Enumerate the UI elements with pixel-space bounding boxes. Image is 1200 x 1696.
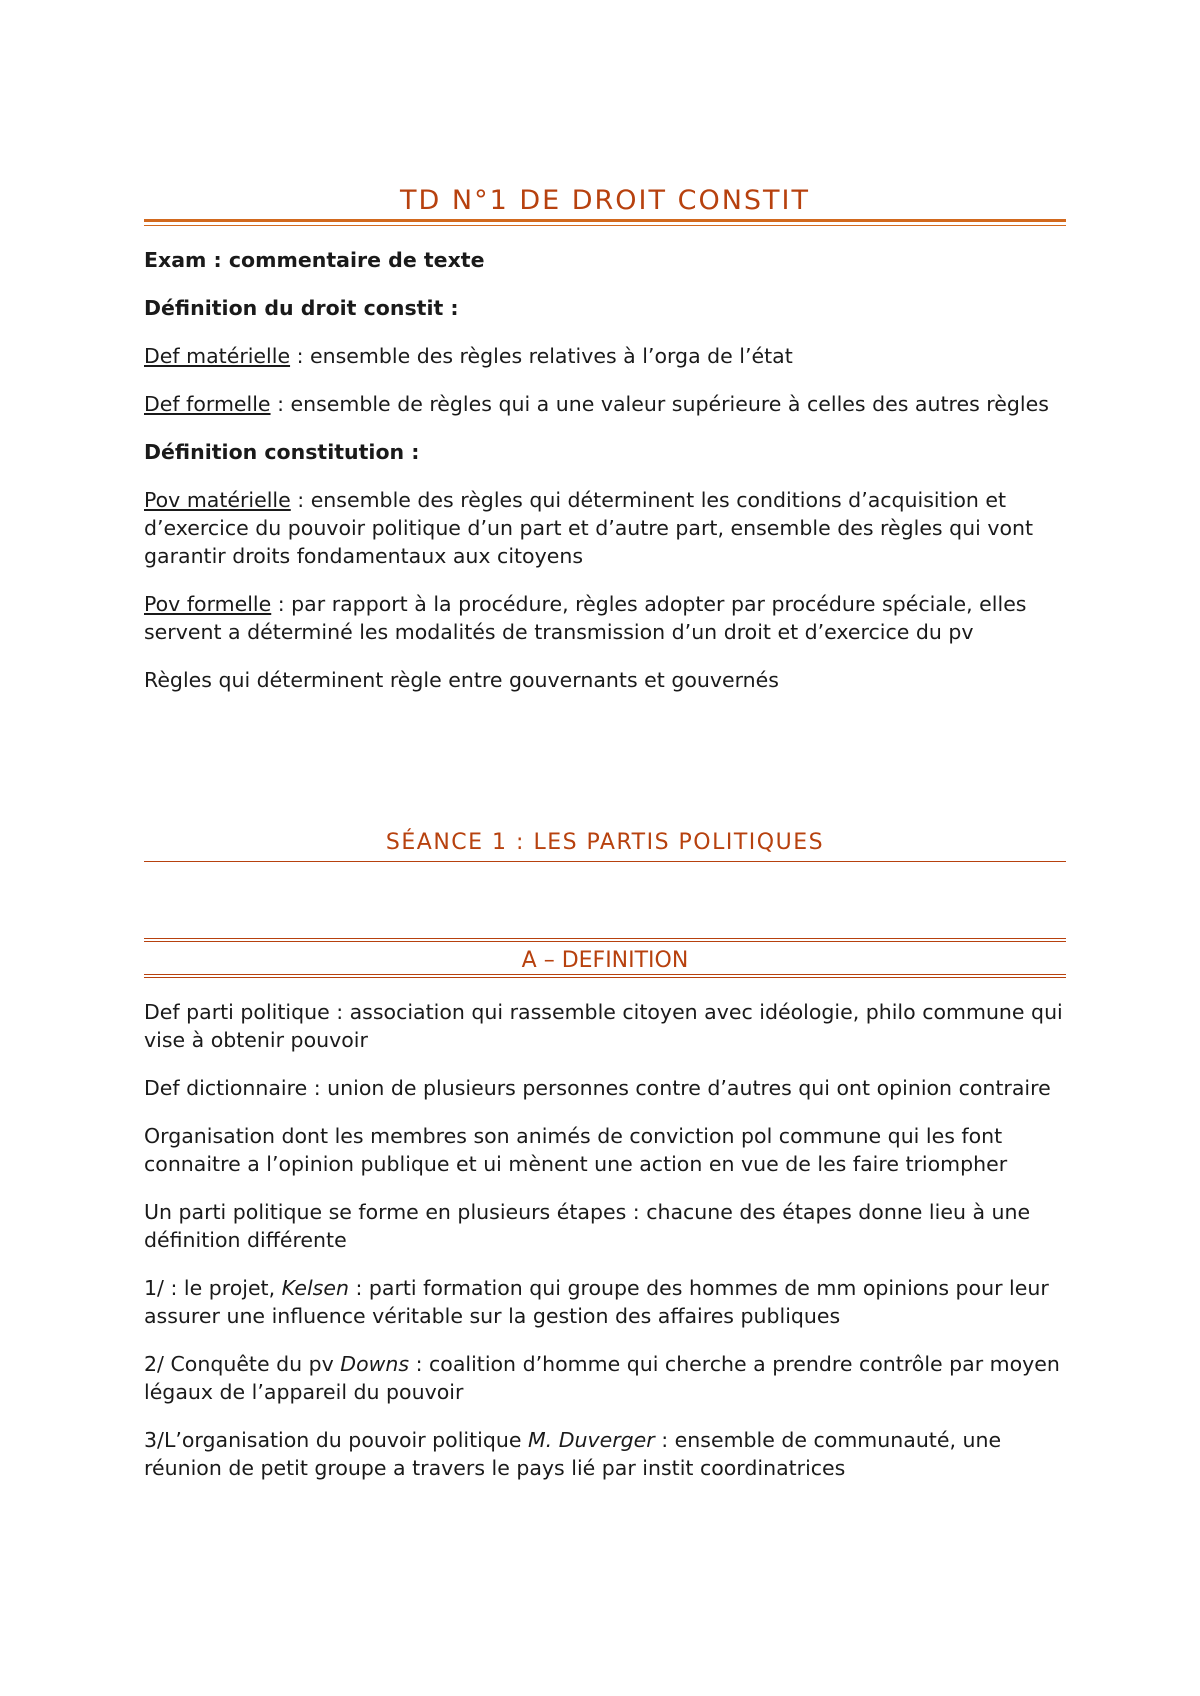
step3-author: M. Duverger xyxy=(528,1428,655,1452)
def-formelle-term: Def formelle xyxy=(144,392,271,416)
section-a-rule-bottom xyxy=(144,974,1066,978)
step1-text: : parti formation qui groupe des hommes de mm opinions pour leur assurer une influence véritable sur la gestion des affaires publiques xyxy=(144,1276,1049,1328)
seance-underline xyxy=(144,861,1066,862)
pov-formelle-text: : par rapport à la procédure, règles adopter par procédure spéciale, elles servent a déterminé les modalités de transmission d’un droit et d’exercice du pv xyxy=(144,592,1027,644)
step2-author: Downs xyxy=(340,1352,410,1376)
seance-title: SÉANCE 1 : LES PARTIS POLITIQUES xyxy=(385,830,825,855)
step3-text: : ensemble de communauté, une réunion de petit groupe a travers le pays lié par instit coordinatrices xyxy=(144,1428,1002,1480)
step2-text: : coalition d’homme qui cherche a prendre contrôle par moyen légaux de l’appareil du pouvoir xyxy=(144,1352,1060,1404)
exam-line: Exam : commentaire de texte xyxy=(144,248,485,272)
pov-formelle-paragraph xyxy=(144,590,1066,646)
section-a-rule-top xyxy=(144,938,1066,942)
pov-materielle-text: : ensemble des règles qui déterminent les conditions d’acquisition et d’exercice du pouvoir politique d’un part et d’autre part, ensemble des règles qui vont garantir droits fondamentaux aux citoyens xyxy=(144,488,1034,568)
etapes-paragraph: Un parti politique se forme en plusieurs étapes : chacune des étapes donne lieu à une définition différente xyxy=(144,1200,1031,1252)
def-materielle-term: Def matérielle xyxy=(144,344,291,368)
organisation-paragraph: Organisation dont les membres son animés de conviction pol commune qui les font connaitre a l’opinion publique et ui mènent une action en vue de les faire triompher xyxy=(144,1124,1008,1176)
def-formelle-paragraph xyxy=(144,390,1066,418)
def-droit-heading: Définition du droit constit : xyxy=(144,296,459,320)
step1-author: Kelsen xyxy=(281,1276,349,1300)
step1-prefix: 1/ : le projet, xyxy=(144,1276,282,1300)
def-dictionnaire-paragraph: Def dictionnaire : union de plusieurs personnes contre d’autres qui ont opinion contraire xyxy=(144,1076,1051,1100)
title-underline xyxy=(144,219,1066,222)
section-a-title: A – DEFINITION xyxy=(521,948,689,973)
pov-materielle-term: Pov matérielle xyxy=(144,488,291,512)
def-materielle-paragraph xyxy=(144,342,1066,370)
step1-paragraph xyxy=(144,1274,1066,1330)
regles-paragraph: Règles qui déterminent règle entre gouvernants et gouvernés xyxy=(144,668,779,692)
step3-paragraph xyxy=(144,1426,1066,1482)
document-title: TD N°1 DE DROIT CONSTIT xyxy=(400,185,810,216)
step2-prefix: 2/ Conquête du pv xyxy=(144,1352,341,1376)
def-formelle-text: : ensemble de règles qui a une valeur supérieure à celles des autres règles xyxy=(270,392,1049,416)
def-materielle-text: : ensemble des règles relatives à l’orga de l’état xyxy=(290,344,793,368)
intro-block xyxy=(144,246,1066,694)
pov-materielle-paragraph xyxy=(144,486,1066,570)
title-underline-thin xyxy=(144,225,1066,226)
step3-prefix: 3/L’organisation du pouvoir politique xyxy=(144,1428,528,1452)
pov-formelle-term: Pov formelle xyxy=(144,592,272,616)
definition-block xyxy=(144,998,1066,1482)
def-parti-paragraph: Def parti politique : association qui rassemble citoyen avec idéologie, philo commune qui vise à obtenir pouvoir xyxy=(144,1000,1063,1052)
step2-paragraph xyxy=(144,1350,1066,1406)
def-constitution-heading: Définition constitution : xyxy=(144,440,420,464)
